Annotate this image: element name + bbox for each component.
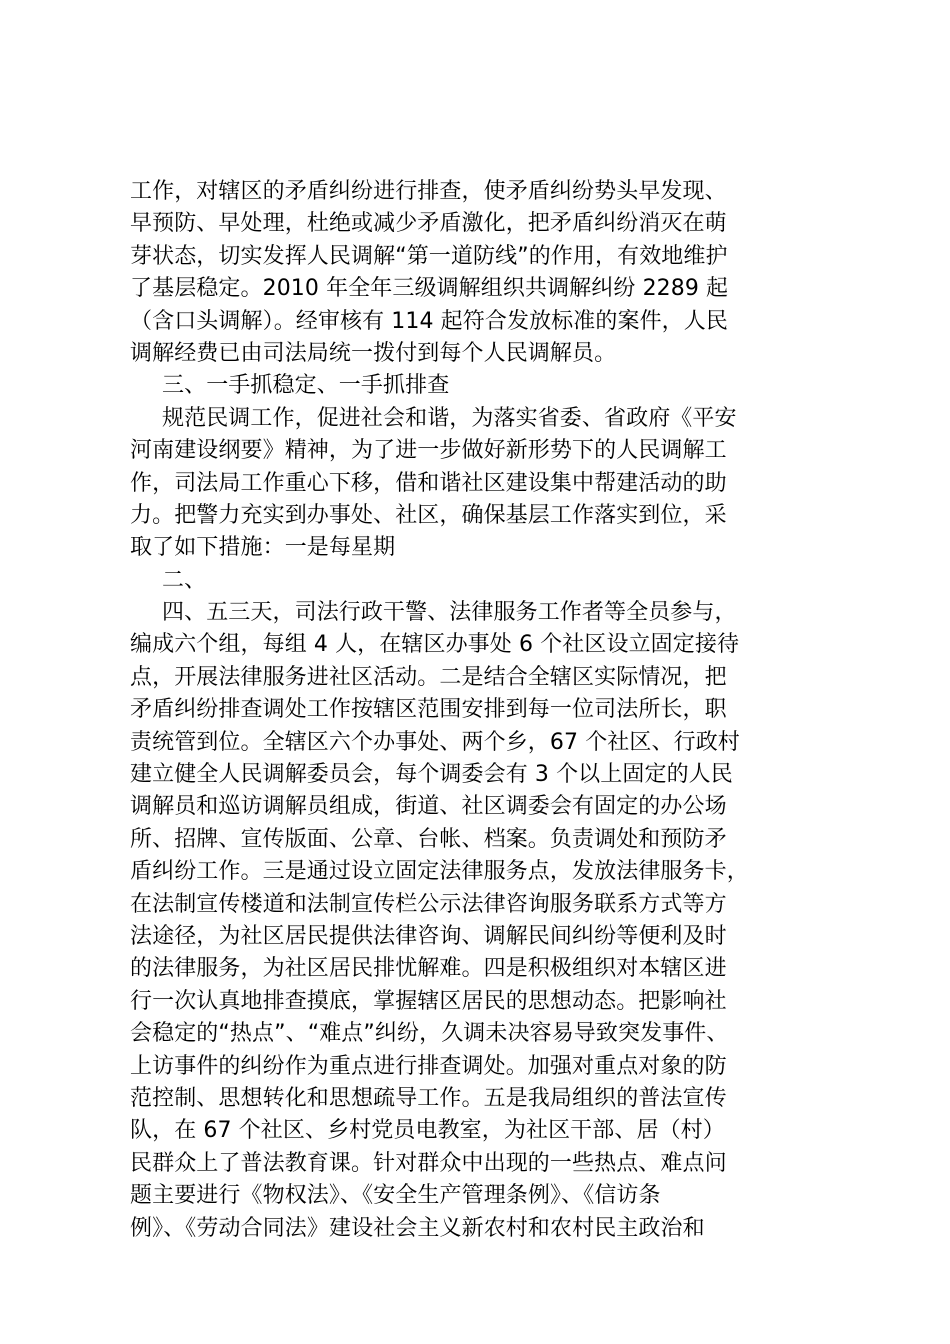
text-line: 法途径，为社区居民提供法律咨询、调解民间纠纷等便利及时 [130,923,727,949]
text-line: 会稳定的“热点”、“难点”纠纷，久调未决容易导致突发事件、 [130,1021,729,1047]
text-line: 矛盾纠纷排查调处工作按辖区范围安排到每一位司法所长，职 [130,697,727,723]
text-line: 上访事件的纠纷作为重点进行排查调处。加强对重点对象的防 [130,1053,727,1079]
text-line: 调解员和巡访调解员组成，街道、社区调委会有固定的办公场 [130,794,727,820]
text-line: （含口头调解）。经审核有 114 起符合发放标准的案件，人民 [130,308,728,334]
text-line: 了基层稳定。2010 年全年三级调解组织共调解纠纷 2289 起 [130,276,729,302]
document-body [130,176,830,1245]
text-line: 建立健全人民调解委员会，每个调委会有 3 个以上固定的人民 [130,762,733,788]
text-line: 所、招牌、宣传版面、公章、台帐、档案。负责调处和预防矛 [130,826,727,852]
text-line: 四、五三天，司法行政干警、法律服务工作者等全员参与， [162,600,737,626]
text-line: 的法律服务，为社区居民排忧解难。四是积极组织对本辖区进 [130,956,727,982]
text-line: 行一次认真地排查摸底，掌握辖区居民的思想动态。把影响社 [130,988,727,1014]
text-line: 工作，对辖区的矛盾纠纷进行排查，使矛盾纠纷势头早发现、 [130,179,727,204]
text-line: 责统管到位。全辖区六个办事处、两个乡，67 个社区、行政村 [130,729,740,755]
text-line: 规范民调工作，促进社会和谐，为落实省委、省政府《平安 [162,405,737,431]
text-line: 作，司法局工作重心下移，借和谐社区建设集中帮建活动的助 [130,470,727,496]
text-line: 题主要进行《物权法》、《安全生产管理条例》、《信访条 [130,1183,661,1209]
text-line: 早预防、早处理，杜绝或减少矛盾激化，把矛盾纠纷消灭在萌 [130,211,727,237]
text-line: 芽状态，切实发挥人民调解“第一道防线”的作用，有效地维护 [130,243,728,269]
text-line: 盾纠纷工作。三是通过设立固定法律服务点，发放法律服务卡， [130,859,749,885]
text-line: 编成六个组，每组 4 人，在辖区办事处 6 个社区设立固定接待 [130,632,740,658]
text-line: 点，开展法律服务进社区活动。二是结合全辖区实际情况，把 [130,664,727,690]
text-line: 取了如下措施：一是每星期 [130,535,396,561]
text-line: 队，在 67 个社区、乡村党员电教室，为社区干部、居（村） [130,1118,725,1144]
text-line: 二、 [162,567,207,593]
text-line: 力。把警力充实到办事处、社区，确保基层工作落实到位，采 [130,502,727,528]
text-line: 民群众上了普法教育课。针对群众中出现的一些热点、难点问 [130,1150,727,1176]
text-line: 在法制宣传楼道和法制宣传栏公示法律咨询服务联系方式等方 [130,891,727,917]
text-line: 三、一手抓稳定、一手抓排查 [162,373,450,399]
text-line: 例》、《劳动合同法》建设社会主义新农村和农村民主政治和 [130,1215,705,1241]
text-line: 范控制、思想转化和思想疏导工作。五是我局组织的普法宣传 [130,1085,727,1111]
text-line: 调解经费已由司法局统一拨付到每个人民调解员。 [130,340,617,366]
text-line: 河南建设纲要》精神，为了进一步做好新形势下的人民调解工 [130,438,727,464]
